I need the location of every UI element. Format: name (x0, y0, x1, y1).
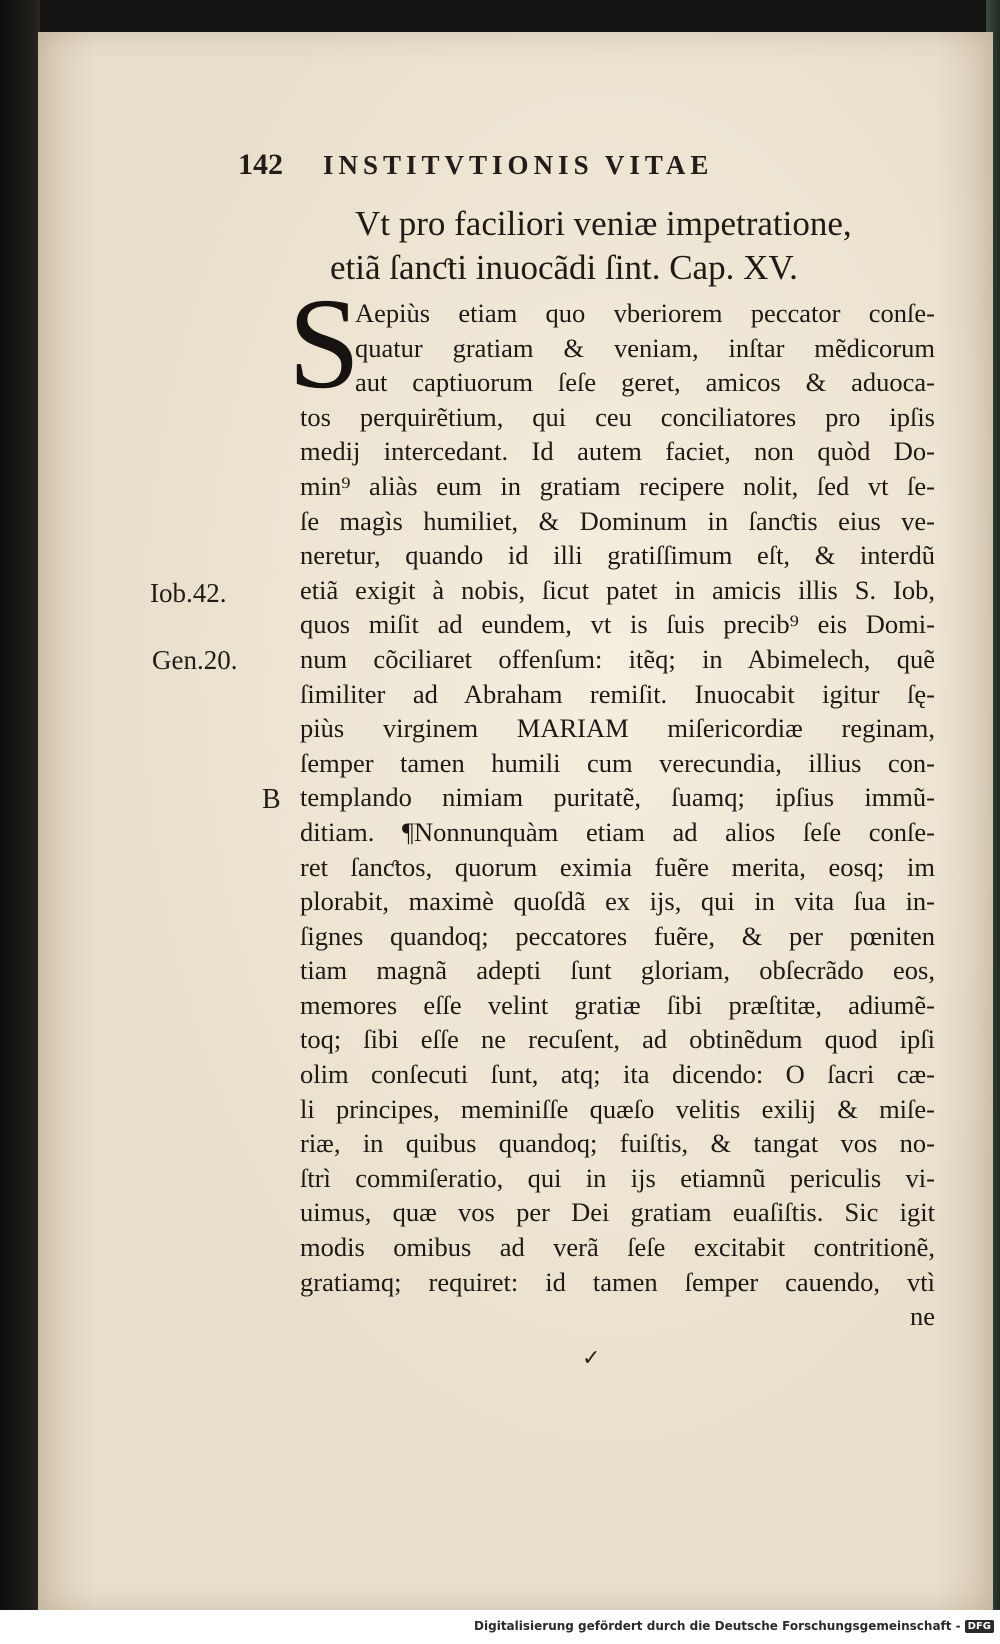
margin-note-b: B (262, 784, 281, 815)
chapter-heading-line-1: Vt pro faciliori veniæ impetratione, (355, 204, 852, 243)
text-line: toq; ſibi eſſe ne recuſent, ad obtinẽdum quod ipſi (300, 1024, 935, 1055)
text-line: ret ſanƈtos, quorum eximia fuẽre merita, eosq; im (300, 851, 935, 882)
text-line: templando nimiam puritatẽ, ſuamq; ipſius immũ- (300, 782, 935, 813)
text-line: olim conſecuti ſunt, atq; ita dicendo: O ſacri cæ- (300, 1059, 935, 1090)
text-line: memores eſſe velint gratiæ ſibi præſtitæ, adiumẽ- (300, 989, 935, 1020)
text-line: piùs virginem MARIAM miſericordiæ reginam, (300, 713, 935, 744)
footer-credit (474, 1619, 994, 1633)
text-line: tiam magnã adepti ſunt gloriam, obſecrãdo eos, (300, 955, 935, 986)
margin-note-gen: Gen.20. (152, 645, 238, 675)
dfg-logo: DFG (965, 1620, 994, 1633)
text-line: ditiam. ¶Nonnunquàm etiam ad alios ſeſe conſe- (300, 816, 935, 847)
text-line: etiã exigit à nobis, ſicut patet in amicis illis S. Iob, (300, 574, 935, 605)
text-line: uimus, quæ vos per Dei gratiam euaſiſtis. Sic igit (300, 1197, 935, 1228)
text-line: quos miſit ad eundem, vt is ſuis precib⁹ eis Domi- (300, 609, 935, 640)
page-number: 142 (238, 148, 283, 181)
catchword: ne (909, 1301, 935, 1332)
text-line: aut captiuorum ſeſe geret, amicos & aduoca- (355, 367, 935, 398)
chapter-heading (330, 202, 930, 290)
running-head-title: INSTITVTIONIS VITAE (323, 150, 714, 180)
text-line: riæ, in quibus quandoq; fuiſtis, & tangat vos no- (300, 1128, 935, 1159)
text-line: plorabit, maximè quoſdã ex ijs, qui in vita ſua in- (300, 886, 935, 917)
body-text (300, 296, 935, 1334)
footer-credit-text: Digitalisierung gefördert durch die Deutsche Forschungsgemeinschaft - (474, 1619, 961, 1633)
text-line: neretur, quando id illi gratiſſimum eſt, & interdũ (300, 540, 935, 571)
chapter-heading-line-2: etiã ſanƈti inuocãdi ſint. Cap. XV. (330, 248, 798, 287)
text-line: num cõciliaret offenſum: itẽq; in Abimelech, quẽ (300, 643, 935, 674)
drop-cap: S (288, 272, 361, 416)
text-line: Aepiùs etiam quo vberiorem peccator conſe- (355, 298, 935, 328)
running-head (238, 148, 878, 190)
text-line: medij intercedant. Id autem faciet, non quòd Do- (300, 436, 935, 467)
text-line: tos perquirẽtium, qui ceu conciliatores pro ipſis (300, 401, 935, 432)
text-line: modis omibus ad verã ſeſe excitabit contritionẽ, (300, 1232, 935, 1263)
text-line: ſignes quandoq; peccatores fuẽre, & per pœniten (300, 920, 935, 951)
digitization-footer (0, 1610, 1000, 1644)
text-line: ſimiliter ad Abraham remiſit. Inuocabit igitur ſę- (300, 678, 935, 709)
pencil-check-mark: ✓ (582, 1346, 601, 1371)
text-line: min⁹ aliàs eum in gratiam recipere nolit, ſed vt ſe- (300, 470, 935, 501)
book-binding-left (0, 0, 40, 1610)
text-line: ſtrì commiſeratio, qui in ijs etiamnũ periculis vi- (300, 1162, 935, 1193)
text-line: ſemper tamen humili cum verecundia, illius con- (300, 747, 935, 778)
margin-note-job: Iob.42. (150, 578, 227, 608)
text-line: quatur gratiam & veniam, inſtar mẽdicorum (355, 332, 935, 363)
text-line: ſe magìs humiliet, & Dominum in ſanƈtis eius ve- (300, 505, 935, 536)
text-line: gratiamq; requiret: id tamen ſemper cauendo, vtì (300, 1266, 935, 1297)
scan-top-edge (0, 0, 1000, 34)
text-line: li principes, meminiſſe quæſo velitis exilij & miſe- (300, 1093, 935, 1124)
